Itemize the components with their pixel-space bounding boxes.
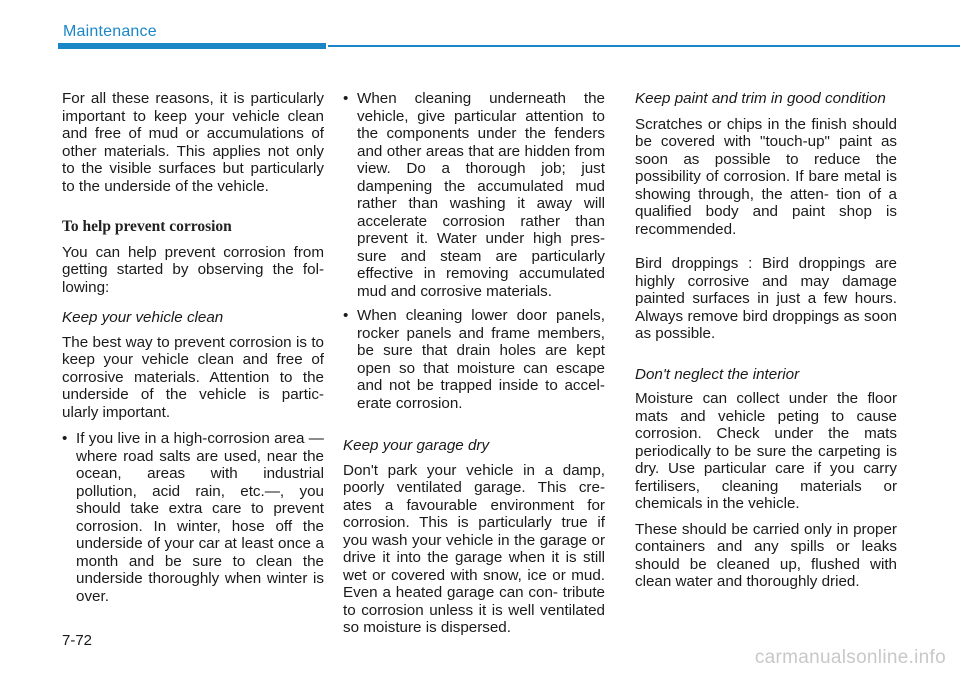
bullet-icon: • <box>62 430 68 447</box>
header-rule-thin <box>328 45 960 47</box>
list-item-text: When cleaning underneath the vehicle, give particular attention to the components under the fenders and other areas that are hidden from view. Do a thorough job; just dampening the accumulated mud rather than washing it away will accelerate corrosion rather than prevent it. Water under high pres- sure and steam are particularly effective in removing accumulated mud and corrosive materials. <box>357 90 605 300</box>
subheading: Keep paint and trim in good condition <box>635 90 886 107</box>
section-title: Maintenance <box>63 23 157 40</box>
subheading: Keep your garage dry <box>343 437 490 454</box>
paragraph: For all these reasons, it is particularly important to keep your vehicle clean and free of mud or accumulations of other materials. This applies not only to the visible surfaces but particularly to the underside of the vehicle. <box>62 90 324 195</box>
page-number: 7-72 <box>62 632 93 649</box>
paragraph: The best way to prevent corrosion is to keep your vehicle clean and free of corrosive materials. Attention to the underside of the vehicle is partic- ularly important. <box>62 333 324 421</box>
bullet-icon: • <box>343 90 349 107</box>
paragraph: Scratches or chips in the finish should be covered with "touch-up" paint as soon as possible to reduce the possibility of corrosion. If bare metal is showing through, the atten- tion of a qualified body and paint shop is recommended. <box>635 115 897 238</box>
paragraph: Bird droppings : Bird droppings are highly corrosive and may damage painted surfaces in just a few hours. Always remove bird droppings as soon as possible. <box>635 255 897 342</box>
paragraph: These should be carried only in proper containers and any spills or leaks should be cleaned up, flushed with clean water and thoroughly dried. <box>635 520 897 590</box>
list-item-text: When cleaning lower door panels, rocker panels and frame members, be sure that drain holes are kept open so that moisture can escape and not be trapped inside to accel- erate corrosion. <box>357 307 605 412</box>
list-item-text: If you live in a high-corrosion area — where road salts are used, near the ocean, areas with industrial pollution, acid rain, etc.—, you should take extra care to prevent corrosion. In winter, hose off the underside of your car at least once a month and be sure to clean the underside thoroughly when winter is over. <box>76 430 324 605</box>
header-rule-thick <box>58 43 326 49</box>
watermark: carmanualsonline.info <box>754 647 946 668</box>
section-heading: To help prevent corrosion <box>62 218 232 235</box>
list-item <box>343 307 605 412</box>
paragraph: You can help prevent corrosion from getting started by observing the fol- lowing: <box>62 243 324 296</box>
paragraph: Moisture can collect under the floor mats and vehicle peting to cause corrosion. Check under the mats periodically to be sure the carpeting is dry. Use particular care if you carry fertilisers, cleaning materials or chemicals in the vehicle. <box>635 390 897 512</box>
subheading: Keep your vehicle clean <box>62 309 224 326</box>
list-item <box>62 430 324 605</box>
paragraph: Don't park your vehicle in a damp, poorly ventilated garage. This cre- ates a favourable environment for corrosion. This is particularly true if you wash your vehicle in the garage or drive it into the garage when it is still wet or covered with snow, ice or mud. Even a heated garage can con- tribute to corrosion unless it is well ventilated so moisture is dispersed. <box>343 461 605 636</box>
list-item <box>343 90 605 300</box>
subheading: Don't neglect the interior <box>635 365 800 383</box>
bullet-icon: • <box>343 307 349 324</box>
column-2 <box>343 90 605 637</box>
column-3 <box>635 90 897 591</box>
column-1 <box>62 90 324 605</box>
